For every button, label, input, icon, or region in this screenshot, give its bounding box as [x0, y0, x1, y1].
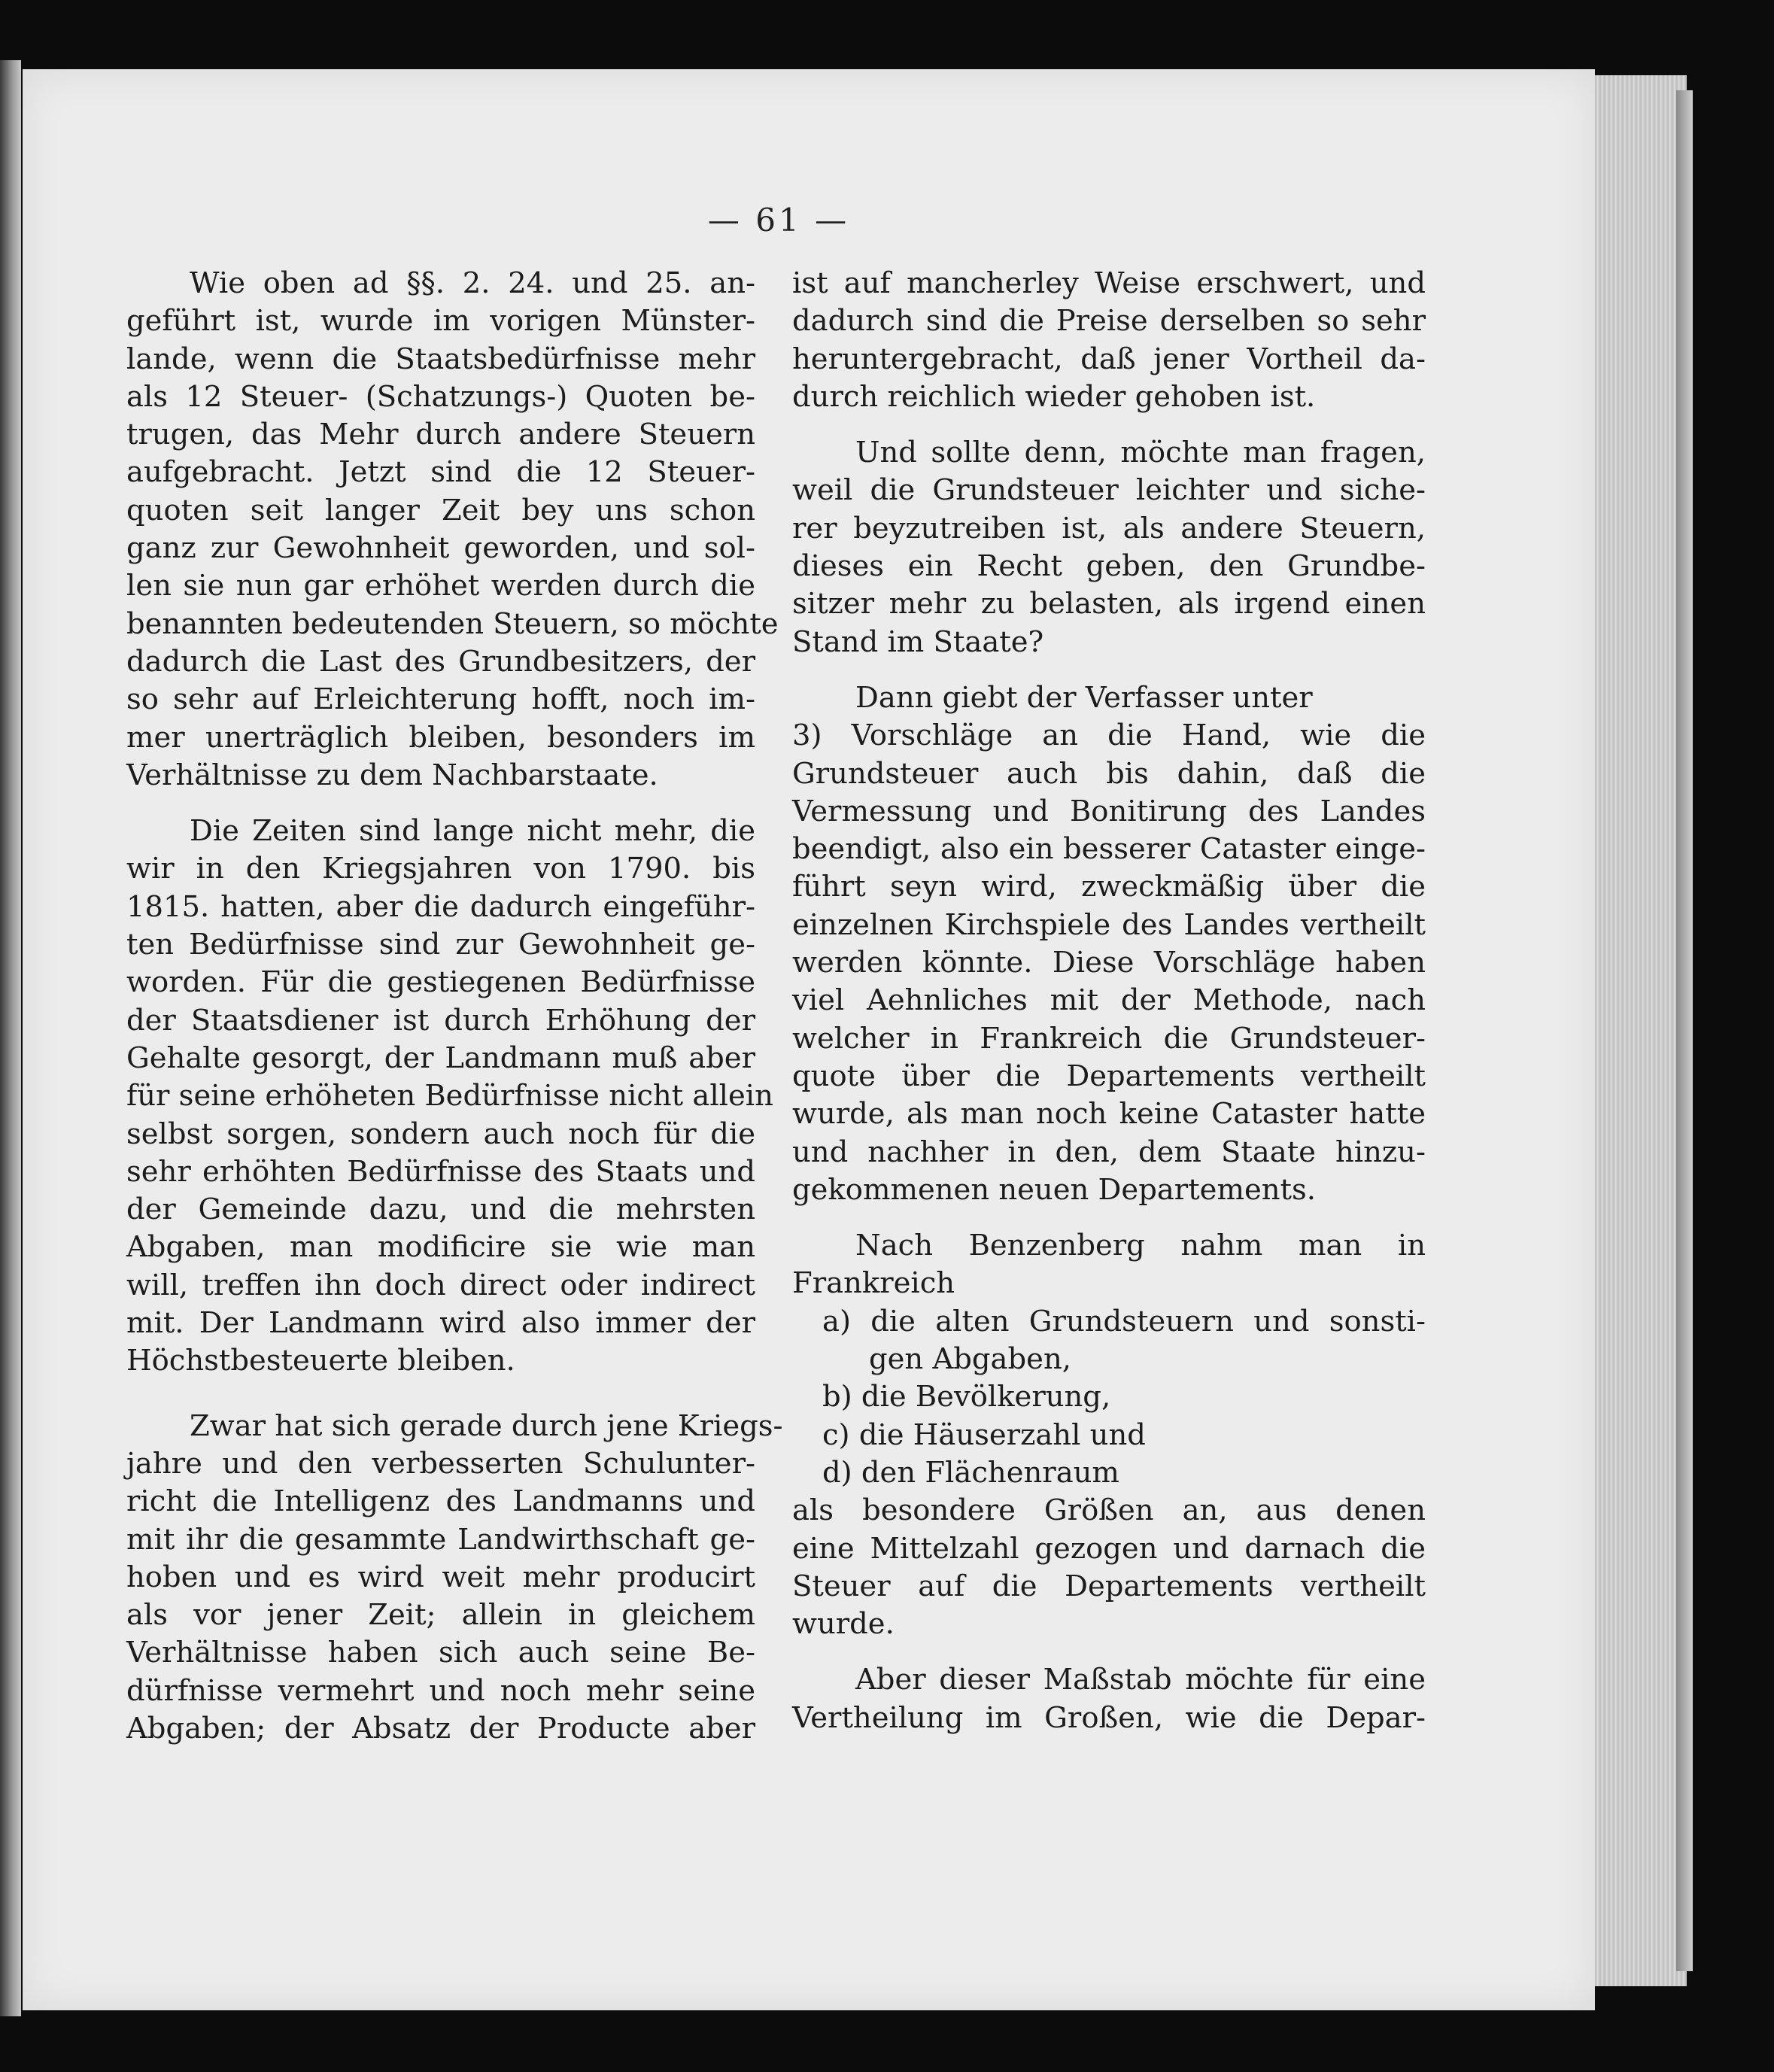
text-line: wurde, als man noch keine Cataster hatte	[792, 1097, 1426, 1132]
text-line: Abgaben, man modificire sie wie man	[126, 1230, 755, 1265]
paragraph-gap	[792, 416, 1426, 434]
text-line: viel Aehnliches mit der Methode, nach	[792, 983, 1426, 1018]
text-line: a) die alten Grundsteuern und sonsti-	[822, 1304, 1426, 1338]
text-line: Zwar hat sich gerade durch jene Kriegs-	[190, 1408, 783, 1443]
text-line: len sie nun gar erhöhet werden durch die	[126, 569, 755, 603]
text-line: Aber dieser Maßstab möchte für eine	[855, 1663, 1426, 1697]
text-line: mer unerträglich bleiben, besonders im	[126, 720, 755, 755]
page-number: — 61 —	[707, 202, 850, 238]
text-line: gekommenen neuen Departements.	[792, 1172, 1317, 1207]
text-line: ganz zur Gewohnheit geworden, und sol-	[126, 531, 755, 566]
text-line: wir in den Kriegsjahren von 1790. bis	[126, 852, 755, 886]
text-line: führt seyn wird, zweckmäßig über die	[792, 870, 1426, 904]
text-line: für seine erhöheten Bedürfnisse nicht allein	[126, 1079, 773, 1113]
text-line: der Gemeinde dazu, und die mehrsten	[126, 1192, 755, 1227]
text-line: gen Abgaben,	[869, 1342, 1071, 1377]
text-line: will, treffen ihn doch direct oder indirect	[126, 1268, 755, 1302]
text-line: geführt ist, wurde im vorigen Münster-	[126, 304, 755, 339]
text-line: Vermessung und Bonitirung des Landes	[792, 794, 1426, 828]
text-line: Verhältnisse haben sich auch seine Be-	[126, 1636, 755, 1670]
text-line: als besondere Größen an, aus denen	[792, 1493, 1426, 1528]
text-line: dürfnisse vermehrt und noch mehr seine	[126, 1673, 755, 1708]
text-line: sehr erhöhten Bedürfnisse des Staats und	[126, 1154, 755, 1189]
text-line: und nachher in den, dem Staate hinzu-	[792, 1135, 1426, 1169]
text-line: 3) Vorschläge an die Hand, wie die	[792, 719, 1426, 753]
text-line: trugen, das Mehr durch andere Steuern	[126, 418, 755, 452]
text-line: Steuer auf die Departements vertheilt	[792, 1569, 1426, 1603]
text-line: c) die Häuserzahl und	[822, 1417, 1146, 1452]
left-text-column	[126, 265, 783, 1748]
text-line: lande, wenn die Staatsbedürfnisse mehr	[126, 342, 755, 376]
text-line: eine Mittelzahl gezogen und darnach die	[792, 1531, 1426, 1566]
text-line: Verhältnisse zu dem Nachbarstaate.	[126, 758, 658, 792]
text-line: heruntergebracht, daß jener Vortheil da-	[792, 342, 1426, 376]
text-line: benannten bedeutenden Steuern, so möchte	[126, 606, 779, 641]
text-line: so sehr auf Erleichterung hofft, noch im-	[126, 682, 755, 717]
binding-edge	[0, 60, 21, 2016]
text-line: Die Zeiten sind lange nicht mehr, die	[190, 814, 755, 849]
text-line: mit. Der Landmann wird also immer der	[126, 1306, 755, 1341]
text-line: 1815. hatten, aber die dadurch eingeführ-	[126, 889, 755, 924]
paragraph-gap	[126, 794, 755, 813]
text-line: als vor jener Zeit; allein in gleichem	[126, 1598, 755, 1633]
paragraph-gap	[792, 1643, 1426, 1661]
text-line: Wie oben ad §§. 2. 24. und 25. an-	[190, 266, 755, 300]
text-line: mit ihr die gesammte Landwirthschaft ge-	[126, 1522, 755, 1557]
text-line: Dann giebt der Verfasser unter	[855, 680, 1313, 715]
text-line: Abgaben; der Absatz der Producte aber	[126, 1711, 755, 1745]
paragraph-gap	[792, 661, 1426, 679]
paragraph-gap	[792, 1209, 1426, 1227]
text-line: wurde.	[792, 1607, 895, 1642]
text-line: worden. Für die gestiegenen Bedürfnisse	[126, 965, 755, 1000]
text-line: Stand im Staate?	[792, 624, 1044, 659]
text-line: welcher in Frankreich die Grundsteuer-	[792, 1021, 1426, 1056]
text-line: weil die Grundsteuer leichter und siche-	[792, 473, 1426, 508]
text-line: werden könnte. Diese Vorschläge haben	[792, 946, 1426, 980]
book-cover-edge	[1676, 90, 1693, 1971]
text-line: der Staatsdiener ist durch Erhöhung der	[126, 1003, 755, 1038]
paragraph-gap	[126, 1381, 755, 1408]
text-line: ten Bedürfnisse sind zur Gewohnheit ge-	[126, 928, 755, 962]
text-line: Nach Benzenberg nahm man in	[855, 1229, 1426, 1263]
text-line: rer beyzutreiben ist, als andere Steuern,	[792, 511, 1426, 545]
text-line: sitzer mehr zu belasten, als irgend einen	[792, 587, 1426, 621]
text-line: dadurch die Last des Grundbesitzers, der	[126, 644, 755, 679]
text-line: quote über die Departements vertheilt	[792, 1059, 1426, 1093]
text-line: b) die Bevölkerung,	[822, 1380, 1111, 1414]
text-line: jahre und den verbesserten Schulunter-	[126, 1446, 755, 1481]
text-line: Grundsteuer auch bis dahin, daß die	[792, 756, 1426, 791]
text-line: aufgebracht. Jetzt sind die 12 Steuer-	[126, 455, 755, 490]
text-line: durch reichlich wieder gehoben ist.	[792, 379, 1316, 414]
text-line: dadurch sind die Preise derselben so sehr	[792, 304, 1426, 339]
text-line: dieses ein Recht geben, den Grundbe-	[792, 549, 1426, 584]
text-line: Gehalte gesorgt, der Landmann muß aber	[126, 1041, 755, 1075]
text-line: Höchstbesteuerte bleiben.	[126, 1344, 515, 1378]
text-line: Und sollte denn, möchte man fragen,	[855, 436, 1426, 470]
text-line: richt die Intelligenz des Landmanns und	[126, 1484, 755, 1519]
text-line: selbst sorgen, sondern auch noch für die	[126, 1117, 755, 1151]
text-line: quoten seit langer Zeit bey uns schon	[126, 493, 755, 527]
text-line: hoben und es wird weit mehr producirt	[126, 1560, 755, 1594]
book-fore-edge	[1587, 75, 1687, 1986]
text-line: Frankreich	[792, 1266, 955, 1301]
text-line: beendigt, also ein besserer Cataster einge-	[792, 832, 1426, 867]
text-line: einzelnen Kirchspiele des Landes vertheilt	[792, 907, 1426, 942]
right-text-column	[792, 265, 1426, 1737]
text-line: als 12 Steuer- (Schatzungs-) Quoten be-	[126, 379, 755, 414]
text-line: ist auf mancherley Weise erschwert, und	[792, 266, 1426, 300]
text-line: Vertheilung im Großen, wie die Depar-	[792, 1700, 1426, 1735]
text-line: d) den Flächenraum	[822, 1455, 1119, 1490]
